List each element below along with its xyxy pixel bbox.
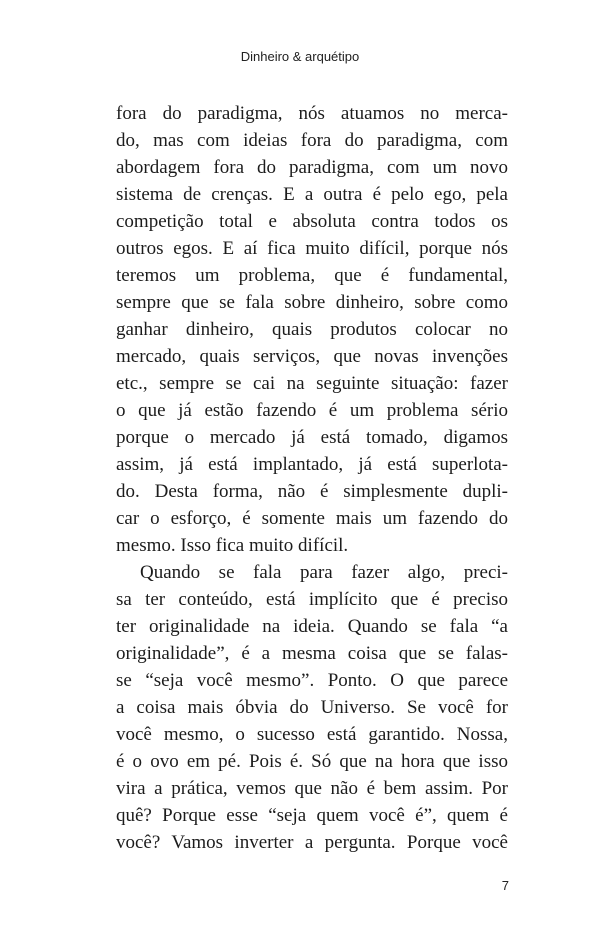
text-line: a coisa mais óbvia do Universo. Se você for [116,697,508,718]
text-line: etc., sempre se cai na seguinte situação: fazer [116,373,508,394]
text-line: quê? Porque esse “seja quem você é”, quem é [116,805,508,826]
text-line: o que já estão fazendo é um problema sério [116,400,508,421]
text-line: sempre que se fala sobre dinheiro, sobre como [116,292,508,313]
text-line: se “seja você mesmo”. Ponto. O que parece [116,670,508,691]
text-line: car o esforço, é somente mais um fazendo do [116,508,508,529]
text-line: competição total e absoluta contra todos os [116,211,508,232]
page-body [116,100,508,856]
paragraph-1 [116,100,508,559]
text-line: é o ovo em pé. Pois é. Só que na hora que isso [116,751,508,772]
text-line: abordagem fora do paradigma, com um novo [116,157,508,178]
text-line: Quando se fala para fazer algo, preci- [140,562,508,583]
running-header: Dinheiro & arquétipo [240,49,360,64]
text-line: outros egos. E aí fica muito difícil, porque nós [116,238,508,259]
text-line: assim, já está implantado, já está superlota- [116,454,508,475]
text-line: você mesmo, o sucesso está garantido. Nossa, [116,724,508,745]
text-line: você? Vamos inverter a pergunta. Porque você [116,832,508,853]
text-line: ganhar dinheiro, quais produtos colocar no [116,319,508,340]
text-line: porque o mercado já está tomado, digamos [116,427,508,448]
page-number: 7 [501,878,509,893]
text-line: teremos um problema, que é fundamental, [116,265,508,286]
text-line: vira a prática, vemos que não é bem assim. Por [116,778,508,799]
text-line: originalidade”, é a mesma coisa que se falas- [116,643,508,664]
text-line: do. Desta forma, não é simplesmente dupli- [116,481,508,502]
paragraph-2 [116,559,508,856]
text-line: do, mas com ideias fora do paradigma, com [116,130,508,151]
text-line: sa ter conteúdo, está implícito que é preciso [116,589,508,610]
text-line: sistema de crenças. E a outra é pelo ego, pela [116,184,508,205]
text-line: ter originalidade na ideia. Quando se fala “a [116,616,508,637]
text-line: fora do paradigma, nós atuamos no merca- [116,103,508,124]
text-line: mesmo. Isso fica muito difícil. [116,535,349,556]
text-line: mercado, quais serviços, que novas invenções [116,346,508,367]
